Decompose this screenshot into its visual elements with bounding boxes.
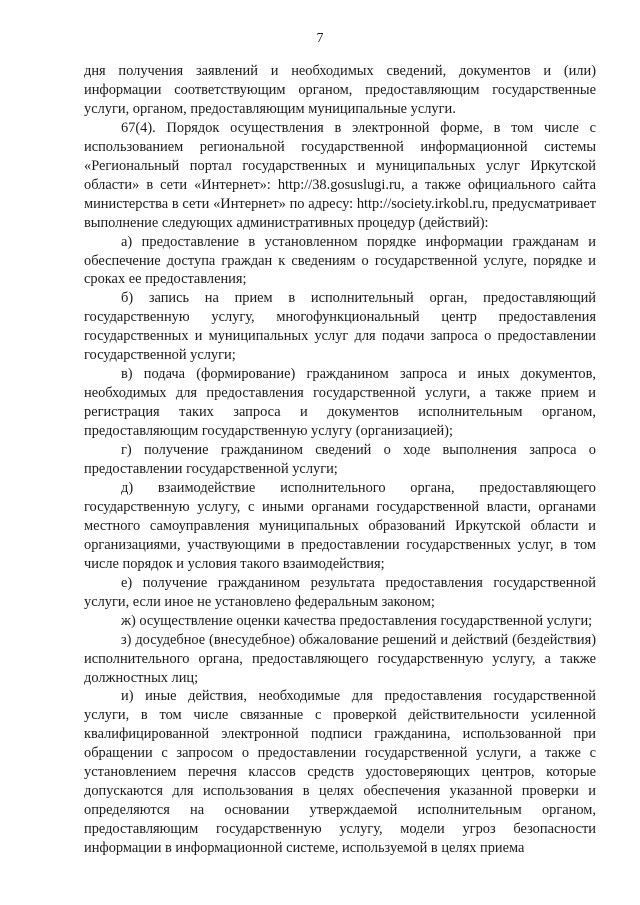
list-item-b: б) запись на прием в исполнительный орган, предоставляющий государственную услугу, многофункциональный центр предоставления государственных и муниципальных услуг для подачи запроса о предоставлении государственной услуги; <box>84 290 596 364</box>
list-item-zh: ж) осуществление оценки качества предоставления государственной услуги; <box>121 612 593 629</box>
list-item-v: в) подача (формирование) гражданином запроса и иных документов, необходимых для предоставления государственной услуги, а также прием и регистрация таких запроса и документов исполнительным органом, предоставляющим государственную услугу (организацией); <box>84 366 596 440</box>
list-item-d: д) взаимодействие исполнительного органа, предоставляющего государственную услугу, с иными органами государственной власти, органами местного самоуправления муниципальных образований Иркутской области и организациями, участвующими в предоставлении государственных услуг, в том числе порядок и условия такого взаимодействия; <box>84 479 596 572</box>
paragraph-continuation: дня получения заявлений и необходимых сведений, документов и (или) информации соответствующим органом, предоставляющим государственные услуги, органом, предоставляющим муниципальные услуги. <box>84 63 596 117</box>
list-item-z: з) досудебное (внесудебное) обжалование решений и действий (бездействия) исполнительного органа, предоставляющего государственную услугу, а также должностных лиц; <box>84 631 596 686</box>
list-item-e: е) получение гражданином результата предоставления государственной услуги, если иное не установлено федеральным законом; <box>84 574 596 610</box>
document-body <box>84 62 596 858</box>
list-item-a: а) предоставление в установленном порядке информации гражданам и обеспечение доступа граждан к сведениям о государственной услуге, порядке и сроках ее предоставления; <box>84 233 596 288</box>
page-number: 7 <box>316 31 324 46</box>
list-item-g: г) получение гражданином сведений о ходе выполнения запроса о предоставлении государственной услуги; <box>84 442 596 478</box>
list-item-i: и) иные действия, необходимые для предоставления государственной услуги, в том числе связанные с проверкой действительности усиленной квалифицированной электронной подписи гражданина, использованной при обращении с запросом о предоставлении государственной услуги, а также с установлением перечня классов средств удостоверяющих центров, которые допускаются для использования в целях обеспечения указанной проверки и определяются на основании утверждаемой исполнительным органом, предоставляющим государственную услугу, модели угроз безопасности информации в информационной системе, используемой в целях приема <box>84 688 596 857</box>
paragraph-67-4: 67(4). Порядок осуществления в электронной форме, в том числе с использованием региональной государственной информационной системы «Региональный портал государственных и муниципальных услуг Иркутской области» в сети «Интернет»: http://38.gosuslugi.ru, а также официального сайта министерства в сети «Интернет» по адресу: http://society.irkobl.ru, предусматривает выполнение следующих административных процедур (действий): <box>84 119 596 231</box>
